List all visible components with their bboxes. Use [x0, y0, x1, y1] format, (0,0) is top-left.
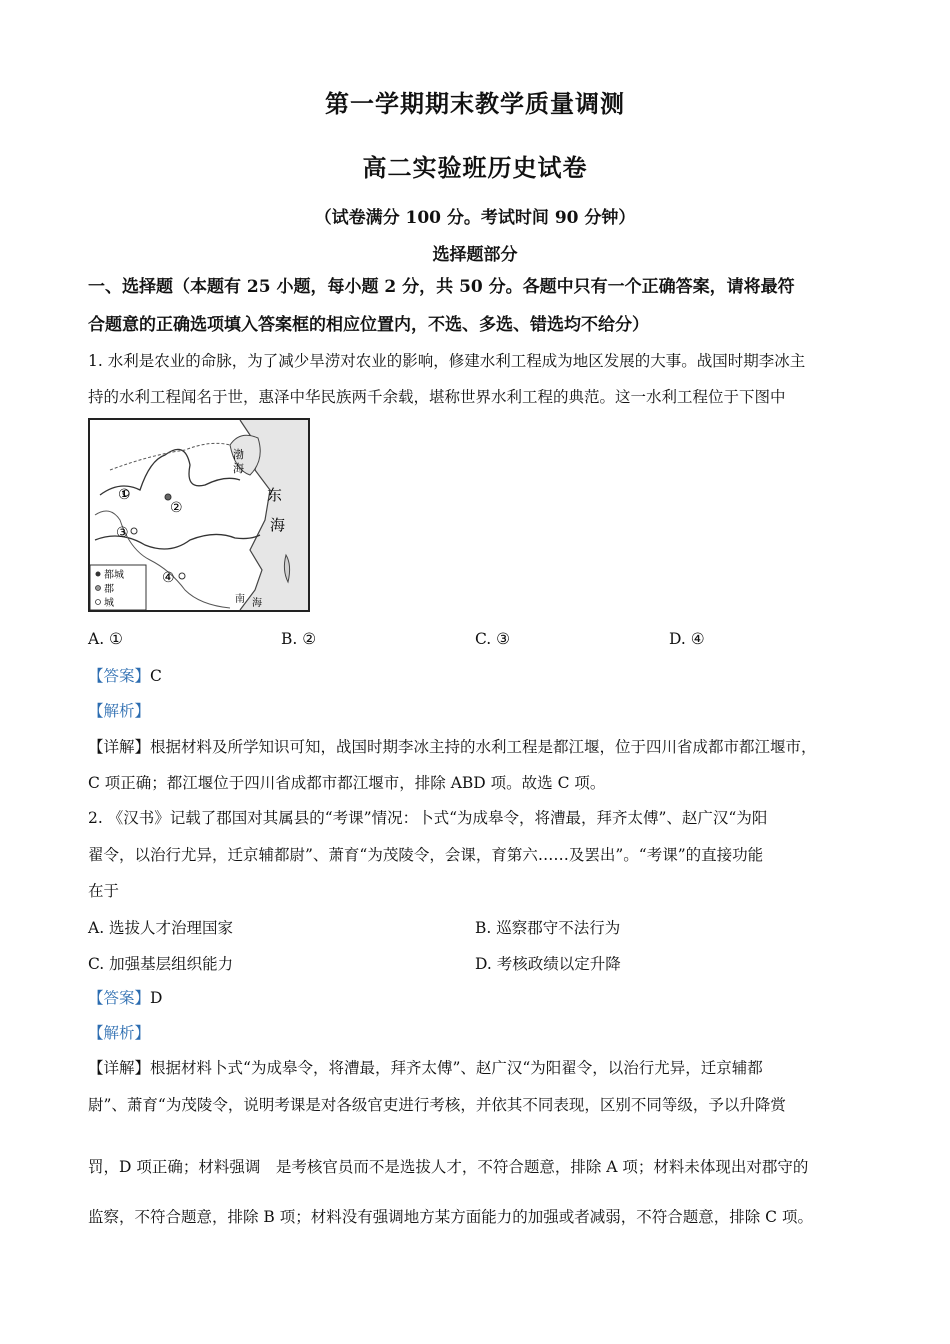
q2-stem-line-1: 2. 《汉书》记载了郡国对其属县的“考课”情况：卜式“为成皋令，将漕最，拜齐太傅”、赵广汉“为阳	[88, 809, 768, 827]
answer-tag: 【答案】	[88, 989, 151, 1007]
marker-4: ④	[162, 570, 175, 586]
marker-3: ③	[116, 525, 129, 541]
map-label-nan: 南	[235, 594, 245, 605]
legend-commandery: 郡	[104, 584, 114, 595]
q1-option-c[interactable]: C. ③	[475, 630, 511, 648]
boundary-line	[110, 443, 230, 470]
q1-stem-line-1: 1. 水利是农业的命脉，为了减少旱涝对农业的影响，修建水利工程成为地区发展的大事。战国时期李冰主	[88, 352, 806, 370]
exam-note: （试卷满分 100 分。考试时间 90 分钟）	[314, 208, 636, 228]
site-dot-3	[131, 528, 137, 534]
instructions-line-1: 一、选择题（本题有 25 小题，每小题 2 分，共 50 分。各题中只有一个正确答案，请将最符	[88, 277, 795, 297]
q2-detail-line-4: 监察，不符合题意，排除 B 项；材料没有强调地方某方面能力的加强或者减弱，不符合题意，排除 C 项。	[88, 1208, 813, 1226]
q2-stem-line-3: 在于	[88, 882, 120, 900]
q1-stem-line-2: 持的水利工程闻名于世，惠泽中华民族两千余载，堪称世界水利工程的典范。这一水利工程位于下图中	[88, 388, 786, 406]
map-label-hai-2: 海	[270, 516, 286, 534]
q1-answer: C	[150, 667, 162, 685]
exam-title: 第一学期期末教学质量调测	[325, 89, 625, 118]
map-label-hai-3: 海	[252, 598, 262, 609]
q2-option-c[interactable]: C. 加强基层组织能力	[88, 955, 234, 973]
map-label-dong: 东	[267, 486, 283, 504]
q2-detail-text-1: 根据材料卜式“为成皋令，将漕最，拜齐太傅”、赵广汉“为阳翟令，以治行尤异，迁京辅都	[150, 1059, 763, 1077]
q1-detail-line-2: C 项正确；都江堰位于四川省成都市都江堰市，排除 ABD 项。故选 C 项。	[88, 774, 606, 792]
map-label-bo: 渤	[233, 448, 244, 461]
q1-detail-text-1: 根据材料及所学知识可知，战国时期李冰主持的水利工程是都江堰，位于四川省成都市都江堰市，	[150, 738, 817, 756]
q1-map-figure	[88, 418, 310, 612]
site-dot-4	[179, 573, 185, 579]
section-heading: 选择题部分	[432, 245, 518, 265]
q1-detail-line-1	[88, 736, 868, 758]
map-label-hai-1: 海	[233, 462, 244, 475]
q1-analysis-tag: 【解析】	[88, 702, 151, 720]
q2-option-d[interactable]: D. 考核政绩以定升降	[475, 955, 621, 973]
q2-answer-row	[88, 987, 868, 1009]
q2-answer: D	[150, 989, 163, 1007]
legend-capital: 都城	[104, 570, 124, 581]
legend-commandery-icon	[96, 586, 101, 591]
legend-city: 城	[104, 598, 114, 609]
instructions-line-2: 合题意的正确选项填入答案框的相应位置内，不选、多选、错选均不给分）	[88, 315, 649, 335]
q1-option-b[interactable]: B. ②	[281, 630, 317, 648]
q2-option-b[interactable]: B. 巡察郡守不法行为	[475, 919, 621, 937]
exam-subtitle: 高二实验班历史试卷	[362, 153, 588, 182]
q2-stem-line-2: 翟令，以治行尤异，迁京辅都尉”、萧育“为茂陵令，会课，育第六……及罢出”。“考课”的直接功能	[88, 846, 764, 864]
legend-capital-icon	[96, 572, 101, 577]
q2-detail-line-3: 罚，D 项正确；材料强调 是考核官员而不是选拔人才，不符合题意，排除 A 项；材料未体现出对郡守的	[88, 1158, 809, 1176]
detail-tag: 【详解】	[88, 738, 151, 756]
q2-analysis-tag: 【解析】	[88, 1024, 151, 1042]
marker-2: ②	[170, 500, 183, 516]
q1-option-a[interactable]: A. ①	[88, 630, 123, 648]
q2-detail-line-2: 尉”、萧育“为茂陵令，说明考课是对各级官吏进行考核，并依其不同表现，区别不同等级，予以升降赏	[88, 1096, 786, 1114]
marker-1: ①	[118, 487, 131, 503]
detail-tag: 【详解】	[88, 1059, 151, 1077]
q1-option-d[interactable]: D. ④	[669, 630, 705, 648]
q2-detail-line-1	[88, 1057, 868, 1079]
q1-answer-row	[88, 665, 868, 687]
q2-option-a[interactable]: A. 选拔人才治理国家	[88, 919, 234, 937]
map-svg	[90, 420, 308, 610]
answer-tag: 【答案】	[88, 667, 151, 685]
